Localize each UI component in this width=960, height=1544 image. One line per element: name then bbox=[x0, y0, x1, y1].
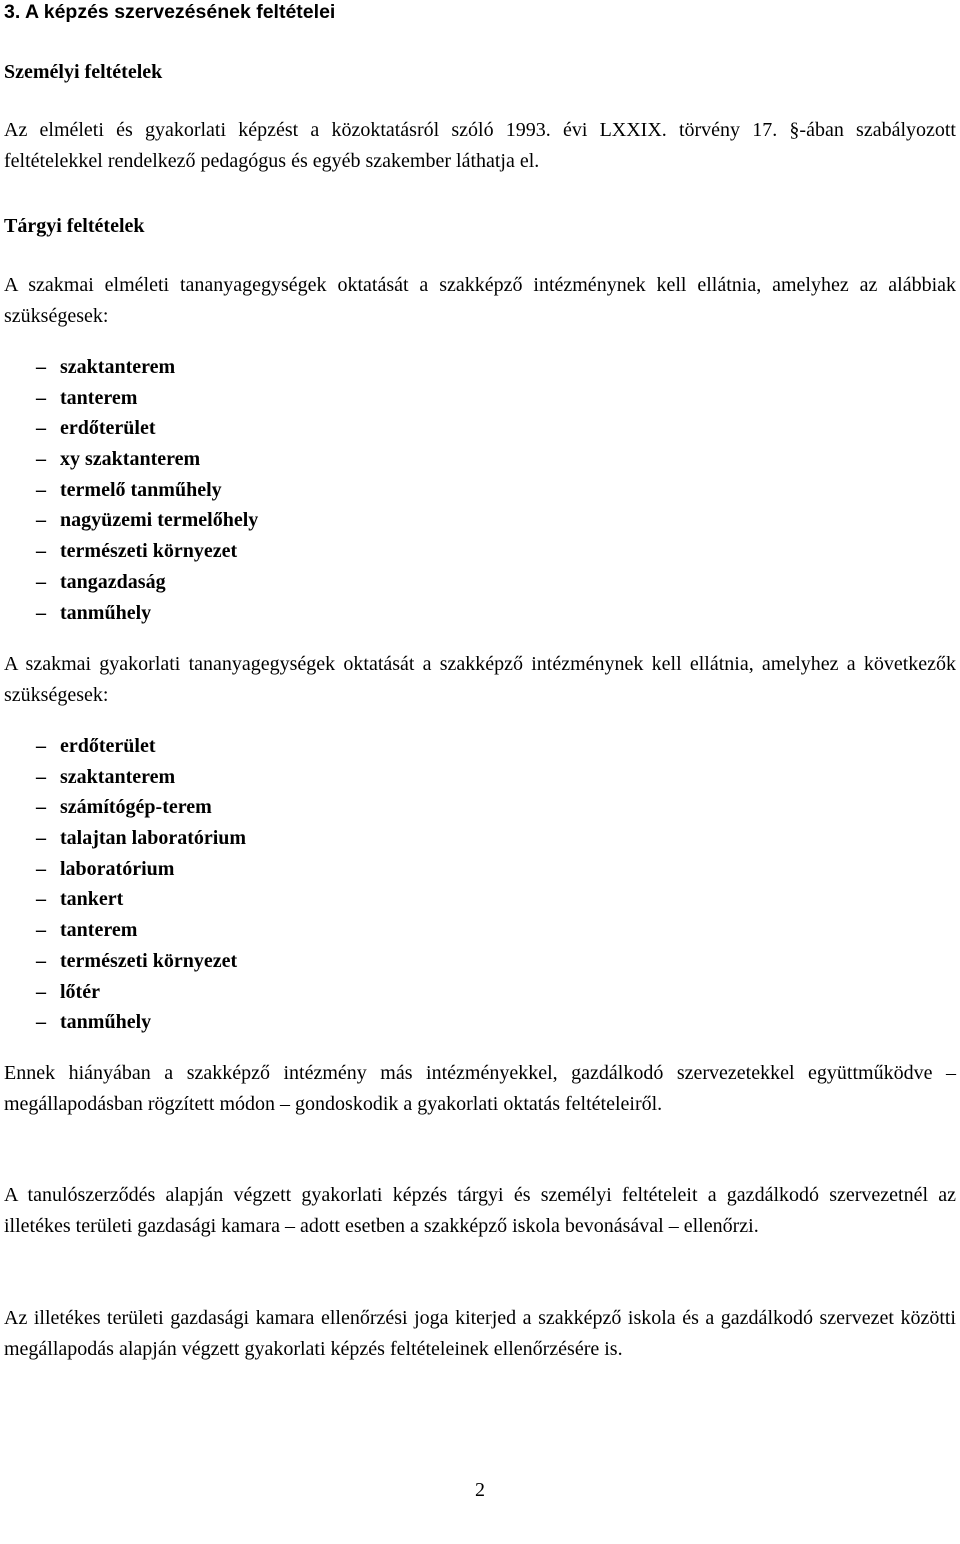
list-item-label: természeti környezet bbox=[60, 949, 238, 972]
dash-bullet: – bbox=[36, 570, 46, 593]
section-title: 3. A képzés szervezésének feltételei bbox=[4, 1, 336, 23]
dash-bullet: – bbox=[36, 448, 46, 471]
list-item-label: erdőterület bbox=[60, 735, 156, 757]
personal-conditions-text: Az elméleti és gyakorlati képzést a közoktatásról szóló 1993. évi LXXIX. törvény 17. §-ában szabályozott feltételekkel rendelkező pedagógus és egyéb szakember láthatja el. bbox=[4, 119, 956, 172]
list-item bbox=[36, 413, 258, 444]
list-item-label: nagyüzemi termelőhely bbox=[60, 509, 259, 532]
list-item-label: laboratórium bbox=[60, 857, 175, 880]
list-item bbox=[36, 352, 258, 383]
dash-bullet: – bbox=[36, 1011, 46, 1034]
dash-bullet: – bbox=[36, 356, 46, 378]
list-item bbox=[36, 505, 258, 536]
list-item bbox=[36, 884, 246, 915]
list-item bbox=[36, 854, 246, 885]
list-item bbox=[36, 792, 246, 823]
material-conditions-heading: Tárgyi feltételek bbox=[4, 215, 145, 237]
list-item bbox=[36, 383, 258, 414]
list-item-label: számítógép-terem bbox=[60, 796, 212, 819]
dash-bullet: – bbox=[36, 540, 46, 563]
dash-bullet: – bbox=[36, 735, 46, 757]
list-item-label: tanműhely bbox=[60, 601, 152, 624]
training-contract-paragraph: A tanulószerződés alapján végzett gyakorlati képzés tárgyi és személyi feltételeit a gazdálkodó szervezetnél az illetékes területi gazdasági kamara – adott esetben a szakképző iskola bevonásával – ellenőrzi. bbox=[4, 1184, 956, 1237]
list-item bbox=[36, 762, 246, 793]
list-item-label: talajtan laboratórium bbox=[60, 827, 247, 850]
dash-bullet: – bbox=[36, 857, 46, 880]
list-item-label: tanterem bbox=[60, 386, 138, 409]
dash-bullet: – bbox=[36, 478, 46, 501]
list-item bbox=[36, 536, 258, 567]
practice-requirements-intro: A szakmai gyakorlati tananyagegységek oktatását a szakképző intézménynek kell ellátnia, amelyhez a következők szükségesek: bbox=[4, 653, 956, 706]
dash-bullet: – bbox=[36, 827, 46, 850]
dash-bullet: – bbox=[36, 888, 46, 911]
list-item bbox=[36, 598, 258, 629]
list-item bbox=[36, 977, 246, 1008]
personal-conditions-heading: Személyi feltételek bbox=[4, 61, 163, 83]
dash-bullet: – bbox=[36, 765, 46, 788]
list-item-label: xy szaktanterem bbox=[60, 448, 201, 471]
list-item-label: termelő tanműhely bbox=[60, 478, 222, 501]
list-item-label: erdőterület bbox=[60, 417, 156, 440]
dash-bullet: – bbox=[36, 601, 46, 624]
chamber-control-paragraph: Az illetékes területi gazdasági kamara ellenőrzési joga kiterjed a szakképző iskola és a gazdálkodó szervezet közötti megállapodás alapján végzett gyakorlati képzés feltételeinek ellenőrzésére is. bbox=[4, 1307, 956, 1360]
list-item bbox=[36, 823, 246, 854]
list-item-label: szaktanterem bbox=[60, 765, 176, 788]
dash-bullet: – bbox=[36, 417, 46, 440]
list-item bbox=[36, 1007, 246, 1038]
page-number: 2 bbox=[475, 1479, 485, 1501]
list-item bbox=[36, 946, 246, 977]
theory-requirements-intro: A szakmai elméleti tananyagegységek oktatását a szakképző intézménynek kell ellátnia, amelyhez az alábbiak szükségesek: bbox=[4, 274, 956, 327]
list-item-label: tankert bbox=[60, 888, 124, 911]
dash-bullet: – bbox=[36, 386, 46, 409]
practice-requirements-list bbox=[36, 731, 246, 1038]
dash-bullet: – bbox=[36, 796, 46, 819]
list-item-label: tangazdaság bbox=[60, 570, 166, 593]
cooperation-paragraph: Ennek hiányában a szakképző intézmény más intézményekkel, gazdálkodó szervezetekkel együttműködve – megállapodásban rögzített módon – gondoskodik a gyakorlati oktatás feltételeiről. bbox=[4, 1062, 956, 1115]
dash-bullet: – bbox=[36, 919, 46, 942]
list-item-label: lőtér bbox=[60, 980, 100, 1003]
theory-requirements-list bbox=[36, 352, 258, 628]
list-item bbox=[36, 444, 258, 475]
list-item bbox=[36, 567, 258, 598]
list-item-label: szaktanterem bbox=[60, 356, 176, 378]
dash-bullet: – bbox=[36, 949, 46, 972]
list-item-label: tanterem bbox=[60, 919, 138, 942]
list-item-label: tanműhely bbox=[60, 1011, 152, 1034]
list-item bbox=[36, 475, 258, 506]
dash-bullet: – bbox=[36, 509, 46, 532]
dash-bullet: – bbox=[36, 980, 46, 1003]
list-item bbox=[36, 731, 246, 762]
list-item bbox=[36, 915, 246, 946]
list-item-label: természeti környezet bbox=[60, 540, 238, 563]
